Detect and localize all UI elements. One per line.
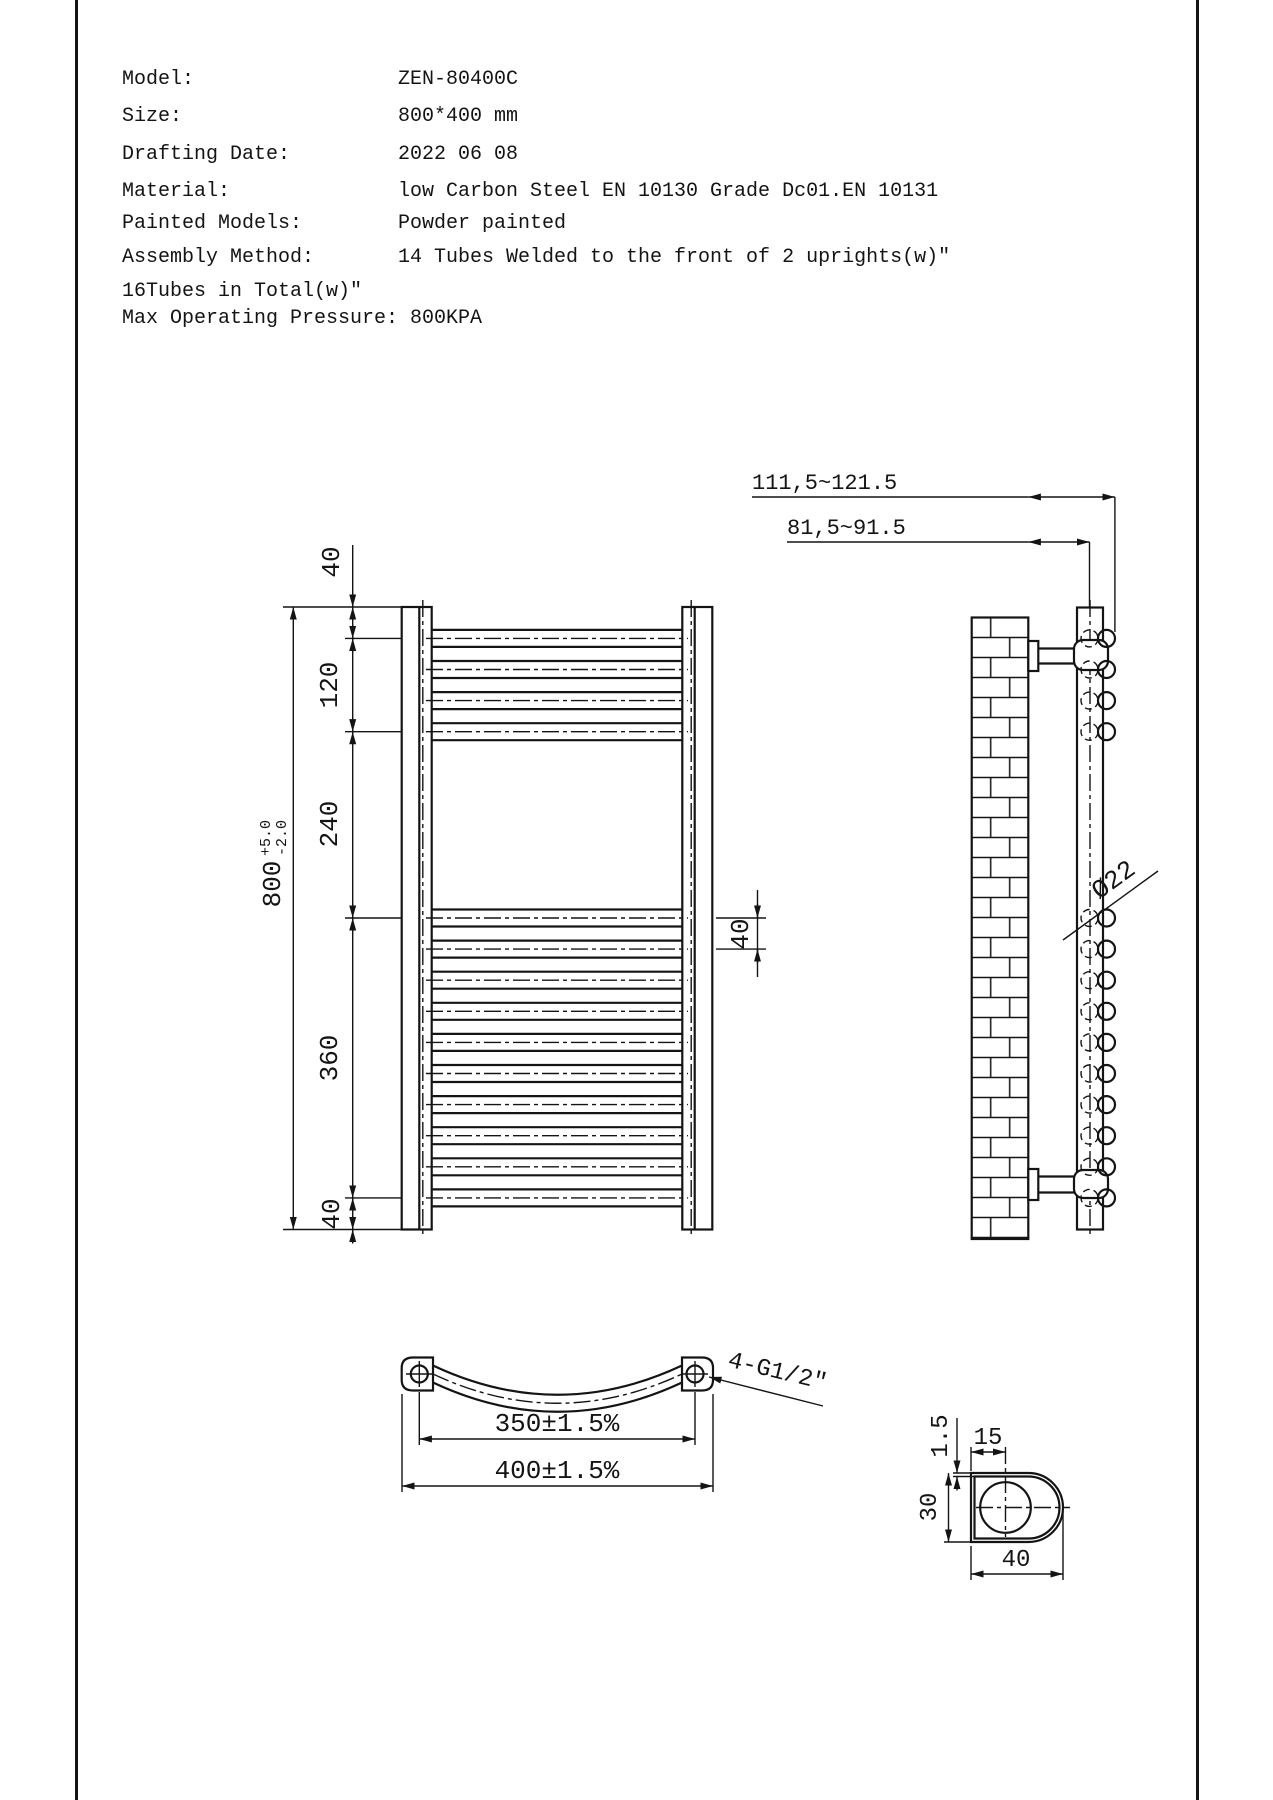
bottom-left-fitting	[402, 1358, 433, 1391]
d-profile-section	[971, 1447, 1070, 1542]
dim-30: 30	[917, 1492, 944, 1522]
front-right-upright	[682, 600, 712, 1236]
dim-seg-bottom-40: 40	[317, 1198, 347, 1230]
size-value: 800*400 mm	[398, 105, 519, 128]
dim-seg-360: 360	[315, 1034, 345, 1082]
bottom-curved-tube	[433, 1366, 682, 1412]
painted-value: Powder painted	[398, 212, 567, 235]
painted-label: Painted Models:	[122, 212, 303, 235]
dim-800-tol-minus: -2.0	[274, 819, 291, 856]
dim-1-5: 1.5	[928, 1414, 955, 1458]
material-label: Material:	[122, 180, 231, 203]
dim-line-wall-center	[787, 542, 1090, 612]
bottom-right-fitting	[681, 1358, 713, 1391]
dim-40: 40	[1001, 1547, 1031, 1574]
dim-line-30	[944, 1473, 972, 1542]
dim-tube-diameter: Ø22	[1086, 854, 1142, 907]
dim-400: 400±1.5%	[494, 1456, 620, 1486]
front-tubes	[426, 630, 688, 1207]
dim-seg-120: 120	[315, 661, 345, 709]
side-view	[752, 471, 1158, 1239]
assembly-label: Assembly Method:	[122, 246, 315, 269]
dim-seg-top-40: 40	[317, 546, 347, 578]
date-label: Drafting Date:	[122, 143, 291, 166]
detail-view	[917, 1414, 1070, 1580]
model-value: ZEN-80400C	[398, 68, 519, 91]
assembly-value: 14 Tubes Welded to the front of 2 uprights(w)"	[398, 246, 951, 269]
dim-seg-240: 240	[315, 800, 345, 848]
dim-350: 350±1.5%	[494, 1409, 620, 1439]
pressure-note: Max Operating Pressure: 800KPA	[122, 307, 483, 330]
dim-label-800	[258, 820, 291, 907]
material-value: low Carbon Steel EN 10130 Grade Dc01.EN 10131	[398, 180, 939, 203]
model-label: Model:	[122, 68, 195, 91]
date-value: 2022 06 08	[398, 143, 519, 166]
bottom-view	[402, 1348, 830, 1492]
thread-connection-label: 4-G1/2"	[725, 1347, 830, 1398]
dim-wall-center: 81,5~91.5	[787, 516, 906, 541]
bottom-bracket	[1028, 1169, 1108, 1200]
front-view	[258, 545, 766, 1244]
wall-section	[972, 618, 1029, 1240]
dim-wall-outer: 111,5~121.5	[752, 471, 898, 496]
title-block	[122, 68, 950, 330]
dim-800-tol-plus: +5.0	[258, 819, 275, 856]
dim-15: 15	[973, 1425, 1003, 1452]
size-label: Size:	[122, 105, 183, 128]
dim-pitch-40: 40	[726, 918, 756, 950]
tubes-total-note: 16Tubes in Total(w)"	[122, 280, 363, 303]
dim-800-value: 800	[258, 860, 288, 908]
